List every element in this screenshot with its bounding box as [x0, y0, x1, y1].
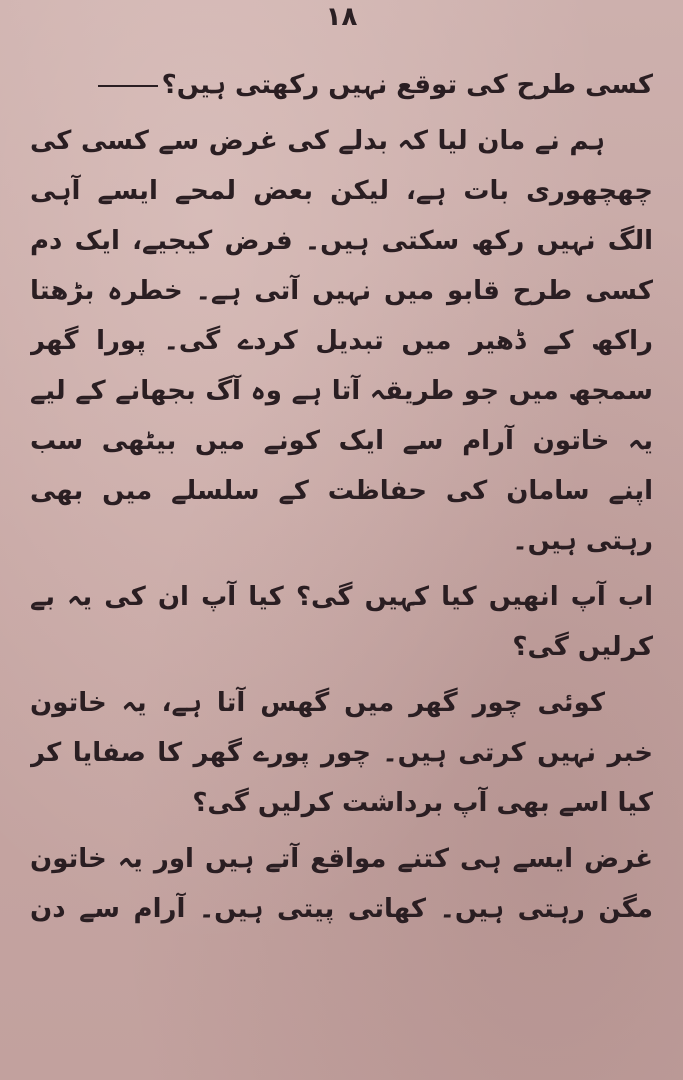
text-line-14: خبر نہیں کرتی ہیں۔ چور پورے گھر کا صفایا کر	[30, 738, 653, 768]
text-line-12: کرلیں گی؟	[512, 632, 653, 662]
dash-rule	[98, 85, 158, 87]
text-line-17: مگن رہتی ہیں۔ کھاتی پیتی ہیں۔ آرام سے دن	[30, 894, 653, 924]
text-line-8: یہ خاتون آرام سے ایک کونے میں بیٹھی سب	[30, 426, 653, 456]
text-line-5: کسی طرح قابو میں نہیں آتی ہے۔ خطرہ بڑھتا	[30, 276, 653, 306]
text-line-2: ہم نے مان لیا کہ بدلے کی غرض سے کسی کی	[30, 126, 605, 156]
text-line-4: الگ نہیں رکھ سکتی ہیں۔ فرض کیجیے، ایک دم	[30, 226, 653, 256]
text-line-7: سمجھ میں جو طریقہ آتا ہے وہ آگ بجھانے کے لیے	[30, 376, 653, 406]
text-line-9: اپنے سامان کی حفاظت کے سلسلے میں بھی	[30, 476, 653, 506]
text-line-10: رہتی ہیں۔	[512, 526, 653, 556]
text-line-3: چھچھوری بات ہے، لیکن بعض لمحے ایسے آہی	[30, 176, 653, 206]
text-line-13: کوئی چور گھر میں گھس آتا ہے، یہ خاتون	[30, 688, 605, 718]
page-number: ۱۸	[325, 2, 358, 32]
text-line-15: کیا اسے بھی آپ برداشت کرلیں گی؟	[192, 788, 653, 818]
body-text	[30, 60, 653, 934]
text-line-6: راکھ کے ڈھیر میں تبدیل کردے گی۔ پورا گھر	[30, 326, 653, 356]
text-line-16: غرض ایسے ہی کتنے مواقع آتے ہیں اور یہ خاتون	[30, 844, 653, 874]
text-line-11: اب آپ انھیں کیا کہیں گی؟ کیا آپ ان کی یہ بے	[30, 582, 653, 612]
line-text: کسی طرح کی توقع نہیں رکھتی ہیں؟	[161, 70, 653, 100]
text-line-1	[30, 60, 653, 110]
